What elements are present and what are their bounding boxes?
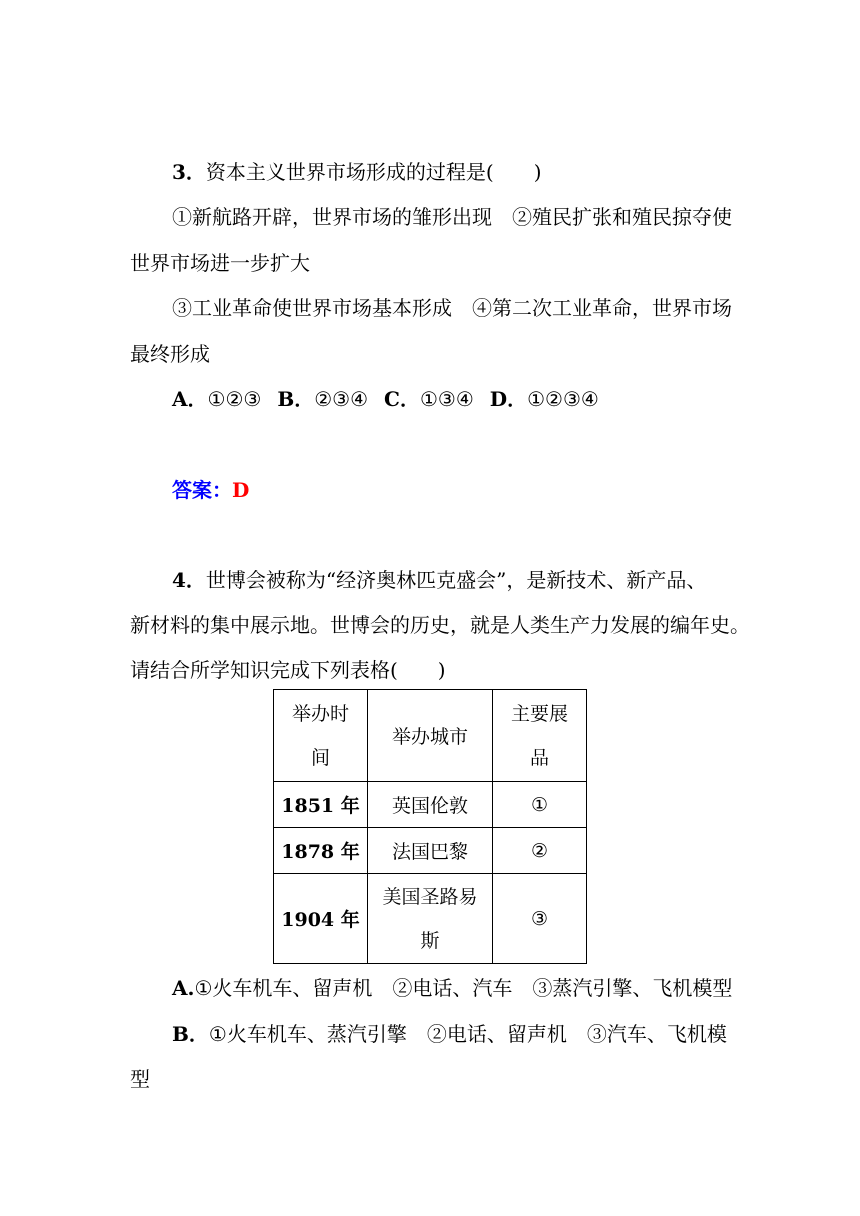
q3-option-d-letter: D． xyxy=(489,387,528,411)
cell-item: ② xyxy=(493,828,587,874)
cell-city: 美国圣路易斯 xyxy=(368,874,493,964)
q3-option-a-letter: A． xyxy=(172,387,208,411)
q4-option-a-text: ①火车机车、留声机 ②电话、汽车 ③蒸汽引擎、飞机模型 xyxy=(194,976,733,1000)
table-row xyxy=(274,828,587,874)
q3-items-line3: ③工业革命使世界市场基本形成 ④第二次工业革命，世界市场 xyxy=(172,296,732,320)
header-city: 举办城市 xyxy=(368,690,493,782)
table-row xyxy=(274,782,587,828)
cell-year: 1851 年 xyxy=(274,782,368,828)
q4-number: 4． xyxy=(172,568,206,592)
q4-line3: 请结合所学知识完成下列表格( ) xyxy=(130,658,446,682)
q4-option-b xyxy=(172,1020,772,1048)
q3-stem xyxy=(172,158,772,186)
q3-option-a-text: ①②③ xyxy=(207,387,262,411)
q4-option-a-letter: A. xyxy=(172,976,195,1000)
answer-value: D xyxy=(232,478,250,502)
header-time: 举办时间 xyxy=(274,690,368,782)
cell-city: 英国伦敦 xyxy=(368,782,493,828)
q3-number: 3． xyxy=(172,160,206,184)
expo-table xyxy=(273,689,587,964)
q4-option-b-line2: 型 xyxy=(130,1067,150,1091)
q4-option-b-letter: B． xyxy=(172,1022,209,1046)
q3-stem-text: 资本主义世界市场形成的过程是( ) xyxy=(205,160,542,184)
table-row xyxy=(274,874,587,964)
q3-items-line2: 世界市场进一步扩大 xyxy=(130,251,310,275)
q3-items-line4: 最终形成 xyxy=(130,342,210,366)
table-header-row xyxy=(274,690,587,782)
cell-item: ③ xyxy=(493,874,587,964)
q4-line2: 新材料的集中展示地。世博会的历史，就是人类生产力发展的编年史。 xyxy=(130,613,750,637)
answer-label: 答案： xyxy=(172,478,232,502)
q4-option-b-text: ①火车机车、蒸汽引擎 ②电话、留声机 ③汽车、飞机模 xyxy=(208,1022,727,1046)
q4-option-a xyxy=(172,974,772,1002)
cell-city: 法国巴黎 xyxy=(368,828,493,874)
cell-year: 1904 年 xyxy=(274,874,368,964)
q3-option-b-letter: B． xyxy=(277,387,315,411)
q3-items-line1: ①新航路开辟，世界市场的雏形出现 ②殖民扩张和殖民掠夺使 xyxy=(172,205,732,229)
q3-answer xyxy=(172,476,772,504)
q3-option-b-text: ②③④ xyxy=(314,387,369,411)
cell-year: 1878 年 xyxy=(274,828,368,874)
q4-line1 xyxy=(172,566,772,594)
header-items: 主要展品 xyxy=(493,690,587,782)
q3-options xyxy=(172,385,772,413)
q4-line1-text: 世博会被称为“经济奥林匹克盛会”，是新技术、新产品、 xyxy=(205,568,707,592)
cell-item: ① xyxy=(493,782,587,828)
q3-option-c-letter: C． xyxy=(384,387,420,411)
q3-option-d-text: ①②③④ xyxy=(527,387,599,411)
q3-option-c-text: ①③④ xyxy=(419,387,474,411)
